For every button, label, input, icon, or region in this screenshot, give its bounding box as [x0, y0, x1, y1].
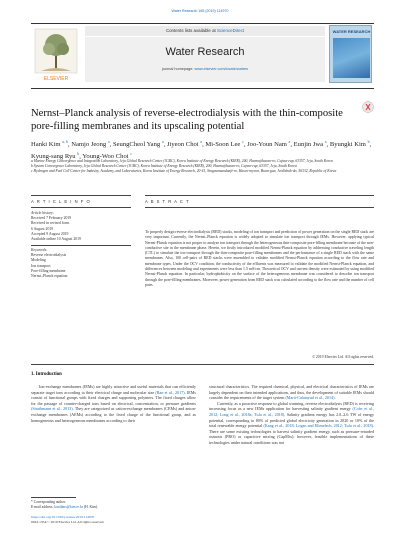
abstract-rule	[145, 195, 374, 196]
sciencedirect-link[interactable]: ScienceDirect	[216, 28, 245, 33]
article-info-heading: A R T I C L E I N F O	[31, 199, 91, 204]
author-name[interactable]: Eunjin Jwa $^a$	[293, 139, 327, 149]
author-separator: ,	[67, 141, 72, 149]
history-2: 6 August 2019	[31, 226, 54, 231]
masthead-bottom-rule	[31, 88, 374, 89]
masthead-center	[85, 37, 325, 82]
cover-image	[333, 38, 370, 78]
author-affiliation-mark[interactable]: a	[161, 139, 164, 144]
journal-masthead	[31, 23, 374, 89]
email-line	[31, 505, 196, 510]
homepage-prefix: journal homepage:	[161, 67, 195, 71]
author-affiliation-mark[interactable]: b	[367, 139, 370, 144]
author-affiliation-mark[interactable]: a	[200, 139, 203, 144]
affiliation: b System Convergence Laboratory, Jeju Global Research Center (JGRC), Korea Institute of Energy Research (KIER), 200, Haemajihaean-ro, Gujwa-eup, 63357, Jeju, South Korea	[31, 164, 297, 169]
doi-link[interactable]: https://doi.org/10.1016/j.watres.2019.114970	[31, 515, 95, 519]
abstract-text: To properly design reverse electrodialysis (RED) stacks, modeling of ion transport and prediction of power generation on the single RED stack are very important. Currently, the Nernst–Planck equation is widely adopted to simulate ion transport through IEMs. However, applying typical Nernst-Planck equation is not proper to analyze ion transport through the heterogeneous thin-composite pore-filling membrane because of the non-conductive site in the membrane phase. Herein, we firstly introduced modified Nernst-Planck equation by addressing conductive traveling length (CTL) to simulate the ion transport through the thin-composite pore-filling membranes and the performance of a single RED stack with the same membranes. Also, 100 cell-pairs of RED stacks were assembled to validate modified Nernst-Planck equation according to the flow rate and membrane types. Under the OCV condition, the conductivity of the effluents was measured to validate the modified Nernst-Planck equation, and differences between modeling and experiments were less than 1.5 mS/cm. Theoretical OCV and current density were estimated by using modified Nernst-Planck equation. In particular, hydrophobicity on the surface of the heterogeneous membrane was considered to describe ion transport through the pore-filling membranes. Moreover, power generation from RED stack was calculated according to the flow rate and the number of cell pairs.	[145, 230, 374, 287]
author-name[interactable]: Kyung-sang Ryu $^b$	[31, 151, 80, 161]
author-separator: ,	[290, 141, 294, 149]
article-title: Nernst–Planck analysis of reverse-electrodialysis with the thin-composite pore-filling membranes and its upscaling potential	[31, 108, 343, 132]
affiliations	[31, 159, 376, 175]
corresponding-footnote	[31, 500, 196, 510]
author-separator: ,	[326, 141, 330, 149]
author-separator: ,	[369, 141, 372, 149]
keywords-label: Keywords:	[31, 248, 48, 252]
abstract-heading: A B S T R A C T	[145, 199, 190, 204]
citation-link[interactable]: (Marti-Calatayud et al., 2014)	[285, 395, 335, 401]
email-link[interactable]: kunibms@kier.re.kr	[54, 505, 84, 509]
history-3: Accepted 9 August 2019	[31, 231, 69, 236]
affiliation: c Hydrogen and Fuel Cell Center for Industry, Academy, and Laboratories, Korea Institute of Energy Research, 20-41, Singeumsandanji-ro, Haseo-myeon, Buan-gun, Jeollabuk-do, 56332, Republic of Korea	[31, 169, 337, 174]
keywords-rule	[31, 245, 131, 246]
author-affiliation-mark[interactable]: a, b	[62, 139, 68, 144]
author-affiliation-mark[interactable]: a	[107, 139, 110, 144]
author-name[interactable]: SeungCheol Yang $^a$	[112, 139, 164, 149]
contents-bar	[85, 26, 325, 36]
issn-line: 0043-1354/© 2019 Elsevier Ltd. All rights reserved.	[31, 520, 105, 524]
affiliation: a Marine Energy Convergence and Integration Laboratory, Jeju Global Research Center (JGRC), Korea Institute of Energy Research (KIER), 200, Haemajihaean-ro, Gujwa-eup, 63357, Jeju, South Korea	[31, 159, 333, 163]
author-name[interactable]: Young-Woo Choi $^c$	[82, 151, 133, 161]
homepage-url[interactable]: www.elsevier.com/locate/watres	[194, 67, 249, 71]
history-1: Received in revised form	[31, 221, 70, 226]
keyword-4: Nernst–Planck equation	[31, 274, 68, 279]
keyword-3: Pore-filling membrane	[31, 268, 66, 273]
journal-reference[interactable]: Water Research 165 (2019) 114970	[171, 9, 229, 13]
email-label: E-mail address:	[31, 505, 55, 509]
citation-link[interactable]: (Ran et al., 2017)	[155, 389, 185, 395]
footnote-rule	[31, 497, 76, 498]
author-separator: ,	[109, 141, 113, 149]
author-name[interactable]: Mi-Soon Lee $^c$	[205, 139, 244, 149]
citation-link[interactable]: (Cofrr et al., 2012; Long et al., 2018a; Tufa et al., 2018)	[209, 406, 375, 417]
intro-paragraph-3	[209, 401, 374, 446]
abstract-rule-2	[145, 207, 374, 208]
author-affiliation-mark[interactable]: c	[130, 151, 133, 157]
intro-p3-tail2: . There are some existing technologies to harvest salinity gradient energy, such as pressure-retarded osmosis (PRO) or capacitive mixing (CapMix); however, feasible implementations of these technologies under natural conditions was not	[209, 423, 374, 445]
author-name[interactable]: Byungki Kim $^b$	[329, 139, 370, 149]
author-separator: ,	[243, 141, 248, 149]
intro-paragraph-1	[31, 384, 196, 423]
intro-p3-text: Currently, as a proactive response to global warming, reverse electrodialysis (RED) is receiving increasing focus as a new IEMs application for harvesting salinity gradient energy	[209, 400, 374, 412]
author-list	[31, 137, 376, 161]
article-info-rule-2	[31, 207, 131, 208]
journal-homepage	[85, 67, 325, 71]
author-separator: ,	[202, 141, 206, 149]
author-affiliation-mark[interactable]: a	[324, 139, 327, 144]
keyword-0: Reverse electrodialysis	[31, 253, 67, 258]
masthead-top-rule	[31, 23, 374, 24]
article-info-rule	[31, 195, 131, 196]
keyword-2: Ion transport	[31, 263, 51, 268]
intro-left-column	[31, 384, 196, 423]
introduction-heading: 1. Introduction	[31, 372, 62, 377]
intro-right-column	[209, 384, 374, 446]
history-0: Received 7 February 2019	[31, 216, 72, 221]
intro-p3-tail: . Salinity gradient energy has 2.0–2.6 TW of energy potential, corresponding to 80% of predicted global electricity generation in 2020 or 10% of the total renewable energy potential	[209, 411, 374, 429]
author-separator: ,	[79, 153, 83, 161]
citation-link[interactable]: (Kang et al., 2018; Logan and Elimelech, 2012; Tufa et al., 2018)	[263, 423, 373, 429]
intro-p1-tail2: . They are categorized as cation-exchange membranes (CEMs) and anion-exchange membranes (AEMs) according to the fixed charge of the functional group, and as homogeneous and heterogeneous membranes according to their	[31, 406, 196, 423]
author-name[interactable]: Hanki Kim $^{a, b}$	[31, 139, 68, 149]
corresponding-author: * Corresponding author.	[31, 500, 66, 504]
svg-text:ELSEVIER: ELSEVIER	[43, 76, 69, 82]
intro-p2-tail: .	[334, 395, 336, 401]
intro-p1-tail: . IEMs consist of functional groups with fixed charges and supporting polymers. The fixed charges allow for the passage of counter-charged ions based on electrical, concentration, or pressure gradients	[31, 389, 196, 406]
author-affiliation-mark[interactable]: b	[77, 151, 80, 157]
contents-prefix: Contents lists available at	[165, 28, 217, 33]
journal-title: Water Research	[165, 46, 245, 58]
author-separator: ,	[163, 141, 167, 149]
author-affiliation-mark[interactable]: c	[242, 139, 244, 144]
history-label: Article history:	[31, 211, 55, 215]
article-history	[31, 211, 131, 242]
journal-cover	[329, 25, 372, 83]
author-name[interactable]: Jiyeon Choi $^a$	[166, 139, 203, 149]
author-affiliation-mark[interactable]: a	[288, 139, 291, 144]
intro-p1-text: Ion-exchange membranes (IEMs) are highly attractive and useful materials that can efficiently separate target ions according to their electrical charge and molecular size	[31, 384, 196, 395]
keywords-block	[31, 248, 131, 279]
abstract-copyright: © 2019 Elsevier Ltd. All rights reserved.	[312, 355, 374, 359]
crossmark-icon[interactable]	[362, 101, 374, 113]
intro-p2-text: structural characteristics. The required chemical, physical, and electrical characteristics of IEMs are largely dependent on their intended applications, and thus, the development of suitable IEMs should consider the requirements of the target system	[209, 384, 374, 401]
history-4: Available online 10 August 2019	[31, 237, 81, 242]
author-name[interactable]: Joo-Youn Nam $^a$	[247, 139, 291, 149]
cover-label: WATER RESEARCH	[332, 29, 371, 34]
doi-block	[31, 515, 231, 525]
intro-paragraph-2	[209, 384, 374, 401]
email-suffix: (H. Kim).	[83, 505, 99, 509]
elsevier-tree-logo-icon	[33, 27, 79, 83]
keyword-1: Modeling	[31, 258, 46, 263]
body-rule	[31, 364, 374, 365]
author-name[interactable]: Namjo Jeong $^a$	[71, 139, 110, 149]
citation-link[interactable]: (Strathmann et al., 2013)	[31, 406, 73, 412]
